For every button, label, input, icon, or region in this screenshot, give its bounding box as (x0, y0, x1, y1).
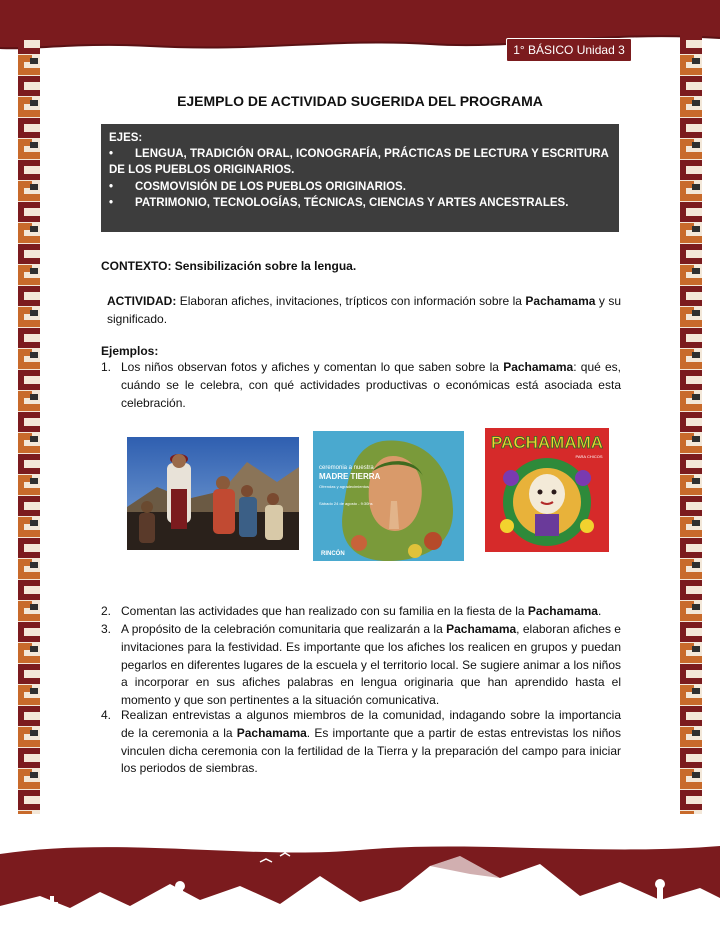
list-item (101, 603, 621, 621)
madre-tierra-poster (313, 431, 464, 561)
actividad-text-end: y su significado. (107, 294, 621, 326)
actividad-keyword: Pachamama (525, 294, 596, 308)
item-number: 4. (101, 708, 112, 722)
poster-line-2: MADRE TIERRA (319, 472, 381, 481)
actividad (107, 292, 621, 328)
actividad-label: ACTIVIDAD: (107, 294, 177, 308)
bullet-icon: • (109, 196, 114, 209)
left-border-decoration (18, 34, 40, 814)
ejes-item (109, 179, 611, 195)
item-text: A propósito de la celebración comunitaria que realizarán a la Pachamama, elaboran afiches e invitaciones para la festividad. Es importante que los afiches los realicen en grupos y puedan pegarlos en diferentes lugares de la escuela y el territorio local. Se sugiere animar a los niños a incorporar en sus afiches palabras en lengua originaria que han aprendido hasta el momento y que son pertinentes a la situación comunicativa. (121, 622, 621, 708)
poster-line-3: Ofrendas y agradecimientos (319, 484, 370, 489)
ejes-item-text: COSMOVISIÓN DE LOS PUEBLOS ORIGINARIOS. (135, 180, 406, 193)
poster-line-1: ceremonia a nuestra (319, 465, 374, 471)
poster-subtitle: PARA CHICOS (575, 454, 603, 459)
poster-title: PACHAMAMA (490, 433, 604, 452)
ejes-item-text: PATRIMONIO, TECNOLOGÍAS, TÉCNICAS, CIENCIAS Y ARTES ANCESTRALES. (135, 196, 569, 209)
ejes-item (109, 146, 611, 178)
item-text: Comentan las actividades que han realizado con su familia en la fiesta de la Pachamama. (121, 604, 602, 618)
bullet-icon: • (109, 148, 114, 161)
ejes-box (101, 124, 619, 232)
list-item (101, 707, 621, 778)
ejemplos-label: Ejemplos: (101, 344, 159, 358)
contexto-text: Sensibilización sobre la lengua. (171, 259, 357, 273)
item-number: 1. (101, 360, 112, 374)
grade-unit-badge: 1° BÁSICO Unidad 3 (506, 38, 632, 62)
item-number: 2. (101, 604, 112, 618)
right-border-decoration (680, 34, 702, 814)
list-item (101, 359, 621, 412)
item-number: 3. (101, 622, 112, 636)
footer-landscape-decoration (0, 826, 720, 932)
ejes-item (109, 195, 611, 211)
contexto (101, 259, 356, 273)
poster-logo: RINCÓN (321, 551, 345, 557)
ejes-item-text: LENGUA, TRADICIÓN ORAL, ICONOGRAFÍA, PRÁCTICAS DE LECTURA Y ESCRITURA DE LOS PUEBLOS ORIGINARIOS. (109, 148, 609, 177)
ceremony-photo (127, 437, 299, 550)
contexto-label: CONTEXTO: (101, 259, 172, 273)
item-text: Los niños observan fotos y afiches y comentan lo que saben sobre la Pachamama: qué es, cuándo se le celebra, con qué actividades productivas o económicas está asociada esta celebración. (121, 360, 622, 410)
bullet-icon: • (109, 180, 114, 193)
list-item (101, 621, 621, 710)
actividad-text: Elaboran afiches, invitaciones, trípticos con información sobre la (176, 294, 526, 308)
page-title: EJEMPLO DE ACTIVIDAD SUGERIDA DEL PROGRAMA (177, 93, 543, 109)
ejes-label: EJES: (109, 132, 143, 144)
item-text: Realizan entrevistas a algunos miembros de la comunidad, indagando sobre la importancia de la ceremonia a la Pachamama. Es importante que a partir de estas entrevistas los niños vinculen dicha ceremonia con la fertilidad de la Tierra y la preparación del campo para iniciar los periodos de siembras. (121, 708, 621, 776)
poster-line-4: Sábado 24 de agosto - 9:30hs (319, 501, 373, 506)
pachamama-poster (485, 428, 609, 552)
